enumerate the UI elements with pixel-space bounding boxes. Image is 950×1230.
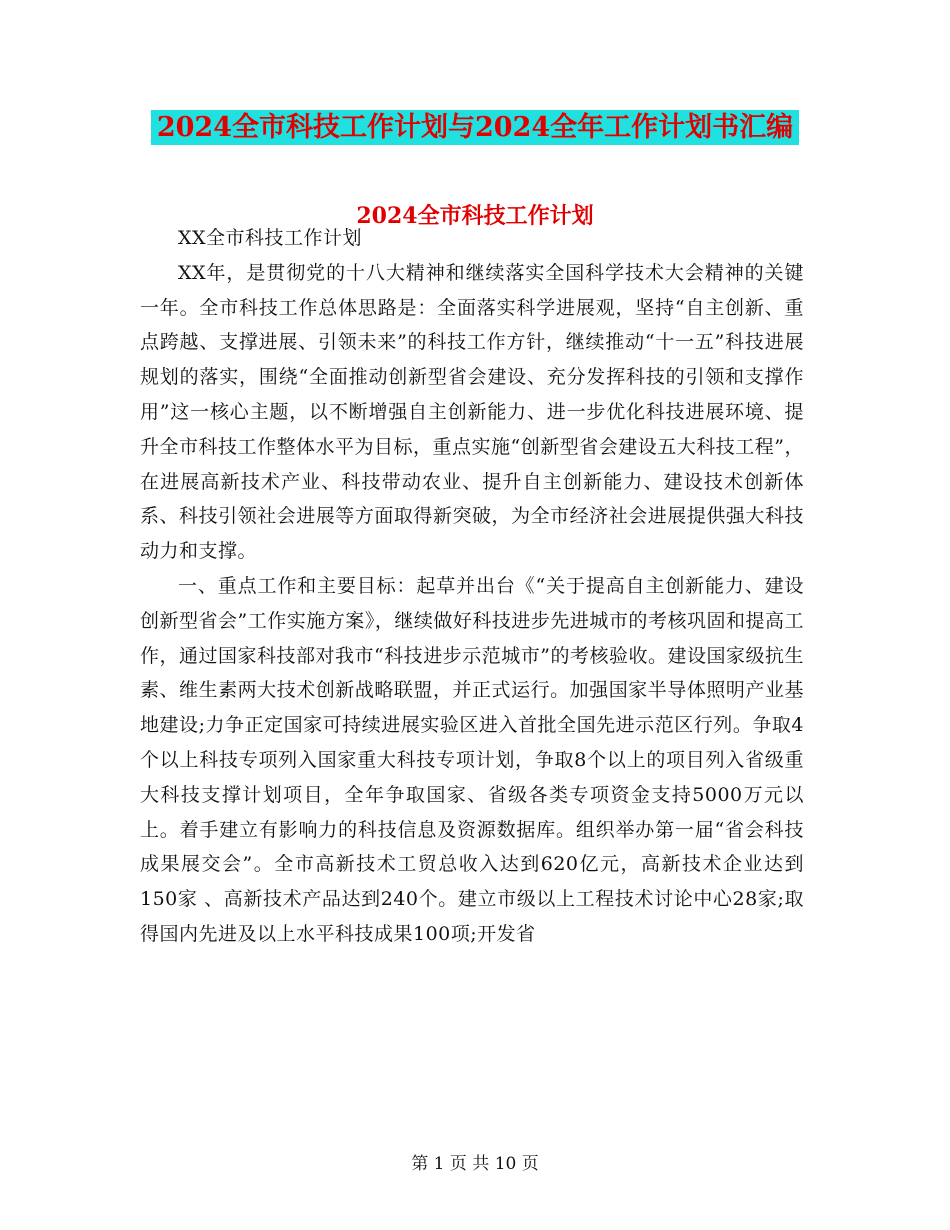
document-title	[0, 110, 950, 146]
document-body	[140, 221, 804, 952]
paragraph-subtitle: XX全市科技工作计划	[178, 227, 363, 249]
paragraph-intro: XX年，是贯彻党的十八大精神和继续落实全国科学技术大会精神的关键一年。全市科技工作总体思路是：全面落实科学进展观，坚持“自主创新、重点跨越、支撑进展、引领未来”的科技工作方针，继续推动“十一五”科技进展规划的落实，围绕“全面推动创新型省会建设、充分发挥科技的引领和支撑作用”这一核心主题，以不断增强自主创新能力、进一步优化科技进展环境、提升全市科技工作整体水平为目标，重点实施“创新型省会建设五大科技工程”，在进展高新技术产业、科技带动农业、提升自主创新能力、建设技术创新体系、科技引领社会进展等方面取得新突破，为全市经济社会进展提供强大科技动力和支撑。	[140, 261, 804, 563]
page-footer: 第 1 页 共 10 页	[411, 1154, 539, 1174]
paragraph-key-work: 一、重点工作和主要目标：起草并出台《“关于提高自主创新能力、建设创新型省会”工作实施方案》，继续做好科技进步先进城市的考核巩固和提高工作，通过国家科技部对我市“科技进步示范城市”的考核验收。建设国家级抗生素、维生素两大技术创新战略联盟，并正式运行。加强国家半导体照明产业基地建设;力争正定国家可持续进展实验区进入首批全国先进示范区行列。争取4个以上科技专项列入国家重大科技专项计划，争取8个以上的项目列入省级重大科技支撑计划项目，全年争取国家、省级各类专项资金支持5000万元以上。着手建立有影响力的科技信息及资源数据库。组织举办第一届“省会科技成果展交会”。全市高新技术工贸总收入达到620亿元，高新技术企业达到150家 、高新技术产品达到240个。建立市级以上工程技术讨论中心28家;取得国内先进及以上水平科技成果100项;开发省	[140, 574, 804, 945]
document-title-text: 2024全市科技工作计划与2024全年工作计划书汇编	[151, 110, 799, 145]
section-title: 2024全市科技工作计划	[356, 203, 594, 229]
